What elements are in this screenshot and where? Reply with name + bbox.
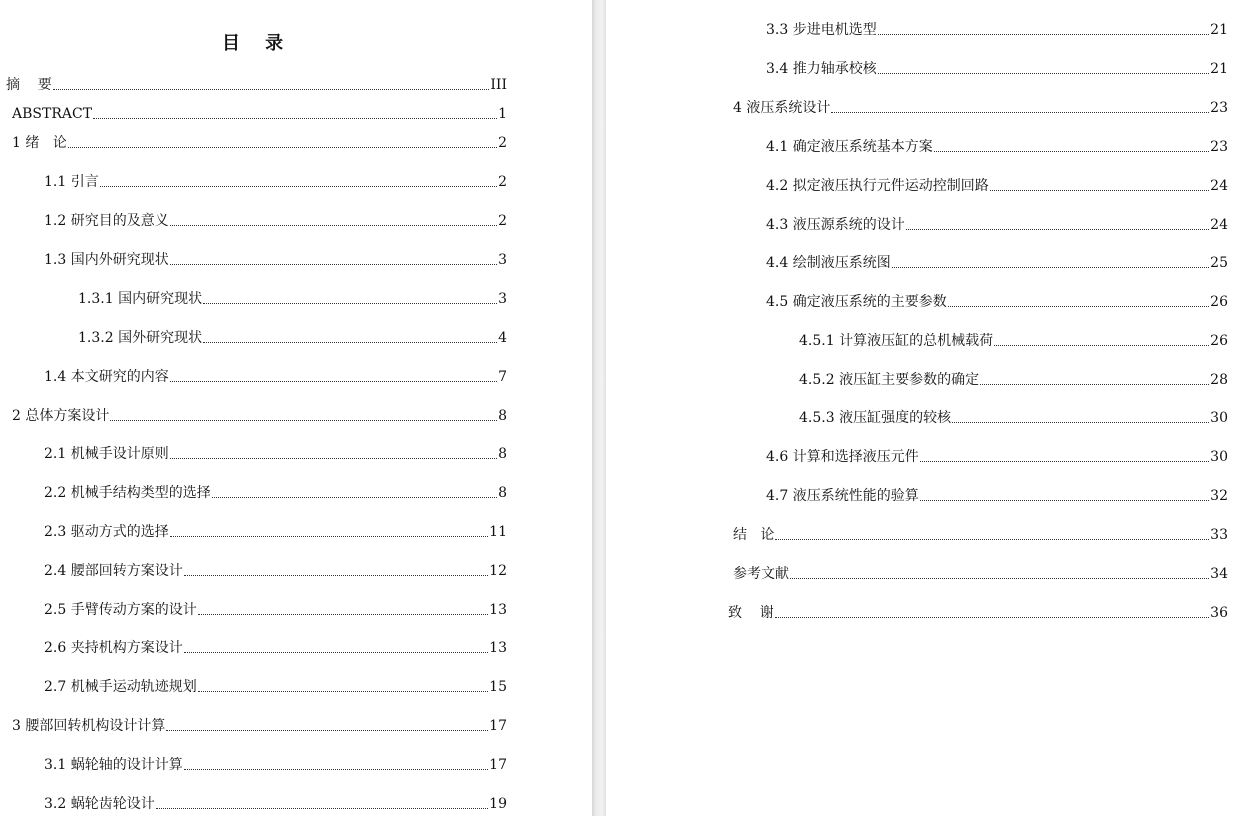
toc-entry-4-1[interactable] bbox=[766, 134, 1228, 156]
toc-entry-label: 4.7 液压系统性能的验算 bbox=[766, 488, 919, 504]
toc-entry-label: 1 绪 论 bbox=[12, 135, 67, 151]
toc-entry-page: 34 bbox=[1210, 566, 1228, 582]
toc-entry-page: 21 bbox=[1210, 22, 1228, 38]
toc-entry-page: 28 bbox=[1210, 372, 1228, 388]
toc-entry-page: 2 bbox=[498, 213, 507, 229]
toc-entry-page: 24 bbox=[1210, 178, 1228, 194]
dot-leader bbox=[198, 613, 488, 615]
toc-entry-page: 12 bbox=[489, 563, 507, 579]
toc-entry-references[interactable] bbox=[733, 561, 1228, 583]
dot-leader bbox=[831, 111, 1209, 113]
toc-entry-4-6[interactable] bbox=[766, 444, 1228, 466]
toc-entry-label: ABSTRACT bbox=[12, 106, 93, 122]
dot-leader bbox=[892, 266, 1209, 268]
toc-entry-page: 4 bbox=[498, 330, 507, 346]
toc-entry-2-6[interactable] bbox=[44, 635, 507, 657]
toc-entry-page: 30 bbox=[1210, 410, 1228, 426]
toc-entry-4-5-3[interactable] bbox=[799, 405, 1228, 427]
toc-entry-label: 4.5.1 计算液压缸的总机械载荷 bbox=[799, 333, 994, 349]
dot-leader bbox=[878, 72, 1209, 74]
toc-entry-page: 13 bbox=[489, 602, 507, 618]
toc-entry-label: 3.3 步进电机选型 bbox=[766, 22, 877, 38]
toc-entry-label: 1.3.2 国外研究现状 bbox=[78, 330, 203, 346]
toc-entry-label: 4 液压系统设计 bbox=[733, 100, 831, 116]
toc-entry-label: 1.2 研究目的及意义 bbox=[44, 213, 169, 229]
toc-entry-label: 2.3 驱动方式的选择 bbox=[44, 524, 169, 540]
toc-entry-page: 30 bbox=[1210, 449, 1228, 465]
toc-entry-page: III bbox=[490, 77, 507, 93]
toc-entry-page: 25 bbox=[1210, 255, 1228, 271]
dot-leader bbox=[920, 499, 1209, 501]
toc-entry-page: 1 bbox=[498, 106, 507, 122]
dot-leader bbox=[203, 302, 497, 304]
toc-entry-label: 1.3.1 国内研究现状 bbox=[78, 291, 203, 307]
dot-leader bbox=[990, 189, 1209, 191]
toc-entry-label: 3 腰部回转机构设计计算 bbox=[12, 718, 166, 734]
toc-entry-4-2[interactable] bbox=[766, 173, 1228, 195]
dot-leader bbox=[166, 729, 488, 731]
dot-leader bbox=[878, 33, 1209, 35]
page-separator bbox=[592, 0, 606, 816]
toc-entry-page: 8 bbox=[498, 446, 507, 462]
dot-leader bbox=[110, 419, 497, 421]
dot-leader bbox=[994, 344, 1209, 346]
toc-entry-page: 23 bbox=[1210, 100, 1228, 116]
toc-entry-label: 致 谢 bbox=[728, 605, 774, 621]
toc-entry-page: 17 bbox=[489, 718, 507, 734]
toc-entry-label: 1.3 国内外研究现状 bbox=[44, 252, 169, 268]
toc-entry-page: 23 bbox=[1210, 139, 1228, 155]
toc-entry-label: 4.5 确定液压系统的主要参数 bbox=[766, 294, 947, 310]
toc-entry-label: 4.5.3 液压缸强度的较核 bbox=[799, 410, 952, 426]
toc-entry-label: 3.4 推力轴承校核 bbox=[766, 61, 877, 77]
toc-entry-page: 3 bbox=[498, 291, 507, 307]
toc-entry-chapter-3[interactable] bbox=[12, 713, 507, 735]
toc-entry-label: 4.6 计算和选择液压元件 bbox=[766, 449, 919, 465]
dot-leader bbox=[920, 460, 1209, 462]
dot-leader bbox=[198, 690, 488, 692]
toc-entry-page: 3 bbox=[498, 252, 507, 268]
toc-entry-label: 2.6 夹持机构方案设计 bbox=[44, 640, 183, 656]
toc-entry-abstract-cn[interactable] bbox=[6, 72, 507, 94]
toc-entry-acknowledgements[interactable] bbox=[728, 600, 1228, 622]
toc-entry-2-5[interactable] bbox=[44, 597, 507, 619]
toc-entry-1-3[interactable] bbox=[44, 247, 507, 269]
dot-leader bbox=[184, 768, 488, 770]
toc-entry-label: 参考文献 bbox=[733, 566, 789, 582]
toc-entry-page: 11 bbox=[489, 524, 507, 540]
toc-entry-label: 4.5.2 液压缸主要参数的确定 bbox=[799, 372, 980, 388]
dot-leader bbox=[775, 538, 1209, 540]
dot-leader bbox=[170, 224, 497, 226]
toc-entry-4-5[interactable] bbox=[766, 289, 1228, 311]
dot-leader bbox=[212, 496, 497, 498]
dot-leader bbox=[100, 185, 497, 187]
toc-entry-3-1[interactable] bbox=[44, 752, 507, 774]
toc-entry-2-1[interactable] bbox=[44, 441, 507, 463]
toc-entry-3-2[interactable] bbox=[44, 791, 507, 813]
toc-entry-3-3[interactable] bbox=[766, 17, 1228, 39]
dot-leader bbox=[775, 616, 1209, 618]
toc-entry-page: 15 bbox=[489, 679, 507, 695]
dot-leader bbox=[68, 146, 497, 148]
dot-leader bbox=[170, 457, 497, 459]
dot-leader bbox=[170, 535, 488, 537]
toc-entry-page: 7 bbox=[498, 369, 507, 385]
dot-leader bbox=[170, 380, 497, 382]
toc-entry-3-4[interactable] bbox=[766, 56, 1228, 78]
toc-entry-page: 2 bbox=[498, 135, 507, 151]
toc-entry-conclusion[interactable] bbox=[733, 522, 1228, 544]
dot-leader bbox=[948, 305, 1209, 307]
toc-entry-label: 2.7 机械手运动轨迹规划 bbox=[44, 679, 197, 695]
dot-leader bbox=[53, 88, 490, 90]
toc-entry-4-5-1[interactable] bbox=[799, 328, 1228, 350]
toc-entry-label: 2.1 机械手设计原则 bbox=[44, 446, 169, 462]
toc-entry-label: 2.4 腰部回转方案设计 bbox=[44, 563, 183, 579]
toc-entry-1-3-2[interactable] bbox=[78, 325, 507, 347]
toc-entry-1-2[interactable] bbox=[44, 208, 507, 230]
toc-entry-page: 36 bbox=[1210, 605, 1228, 621]
dot-leader bbox=[170, 263, 497, 265]
dot-leader bbox=[184, 651, 488, 653]
dot-leader bbox=[952, 421, 1209, 423]
toc-entry-4-4[interactable] bbox=[766, 250, 1228, 272]
toc-entry-page: 26 bbox=[1210, 333, 1228, 349]
dot-leader bbox=[934, 150, 1209, 152]
toc-entry-page: 8 bbox=[498, 408, 507, 424]
toc-entry-page: 24 bbox=[1210, 217, 1228, 233]
dot-leader bbox=[980, 383, 1209, 385]
toc-entry-page: 8 bbox=[498, 485, 507, 501]
toc-title: 目 录 bbox=[222, 33, 284, 54]
toc-entry-label: 4.2 拟定液压执行元件运动控制回路 bbox=[766, 178, 989, 194]
dot-leader bbox=[93, 117, 497, 119]
toc-entry-label: 3.2 蜗轮齿轮设计 bbox=[44, 796, 155, 812]
toc-entry-page: 2 bbox=[498, 174, 507, 190]
toc-entry-label: 2.5 手臂传动方案的设计 bbox=[44, 602, 197, 618]
dot-leader bbox=[790, 577, 1209, 579]
toc-entry-chapter-4[interactable] bbox=[733, 95, 1228, 117]
toc-entry-chapter-2[interactable] bbox=[12, 403, 507, 425]
toc-entry-page: 33 bbox=[1210, 527, 1228, 543]
toc-entry-4-5-2[interactable] bbox=[799, 367, 1228, 389]
toc-entry-4-7[interactable] bbox=[766, 483, 1228, 505]
toc-entry-2-7[interactable] bbox=[44, 674, 507, 696]
toc-entry-label: 2 总体方案设计 bbox=[12, 408, 110, 424]
toc-entry-label: 摘 要 bbox=[6, 77, 52, 93]
toc-entry-page: 26 bbox=[1210, 294, 1228, 310]
toc-entry-1-4[interactable] bbox=[44, 364, 507, 386]
dot-leader bbox=[156, 807, 488, 809]
toc-entry-label: 4.1 确定液压系统基本方案 bbox=[766, 139, 933, 155]
toc-entry-page: 13 bbox=[489, 640, 507, 656]
toc-entry-label: 2.2 机械手结构类型的选择 bbox=[44, 485, 211, 501]
toc-entry-1-1[interactable] bbox=[44, 169, 507, 191]
toc-entry-4-3[interactable] bbox=[766, 212, 1228, 234]
toc-entry-label: 结 论 bbox=[733, 527, 775, 543]
toc-entry-label: 4.4 绘制液压系统图 bbox=[766, 255, 891, 271]
toc-entry-page: 32 bbox=[1210, 488, 1228, 504]
toc-page-left bbox=[0, 0, 592, 816]
toc-entry-label: 1.1 引言 bbox=[44, 174, 99, 190]
dot-leader bbox=[906, 228, 1209, 230]
toc-entry-label: 1.4 本文研究的内容 bbox=[44, 369, 169, 385]
toc-entry-page: 17 bbox=[489, 757, 507, 773]
dot-leader bbox=[203, 341, 497, 343]
toc-entry-chapter-1[interactable] bbox=[12, 130, 507, 152]
toc-entry-label: 4.3 液压源系统的设计 bbox=[766, 217, 905, 233]
toc-page-right bbox=[606, 0, 1241, 816]
toc-entry-abstract-en[interactable] bbox=[12, 101, 507, 123]
toc-entry-2-3[interactable] bbox=[44, 519, 507, 541]
toc-entry-page: 21 bbox=[1210, 61, 1228, 77]
toc-entry-label: 3.1 蜗轮轴的设计计算 bbox=[44, 757, 183, 773]
toc-entry-1-3-1[interactable] bbox=[78, 286, 507, 308]
toc-entry-2-4[interactable] bbox=[44, 558, 507, 580]
dot-leader bbox=[184, 574, 488, 576]
toc-entry-2-2[interactable] bbox=[44, 480, 507, 502]
toc-entry-page: 19 bbox=[489, 796, 507, 812]
